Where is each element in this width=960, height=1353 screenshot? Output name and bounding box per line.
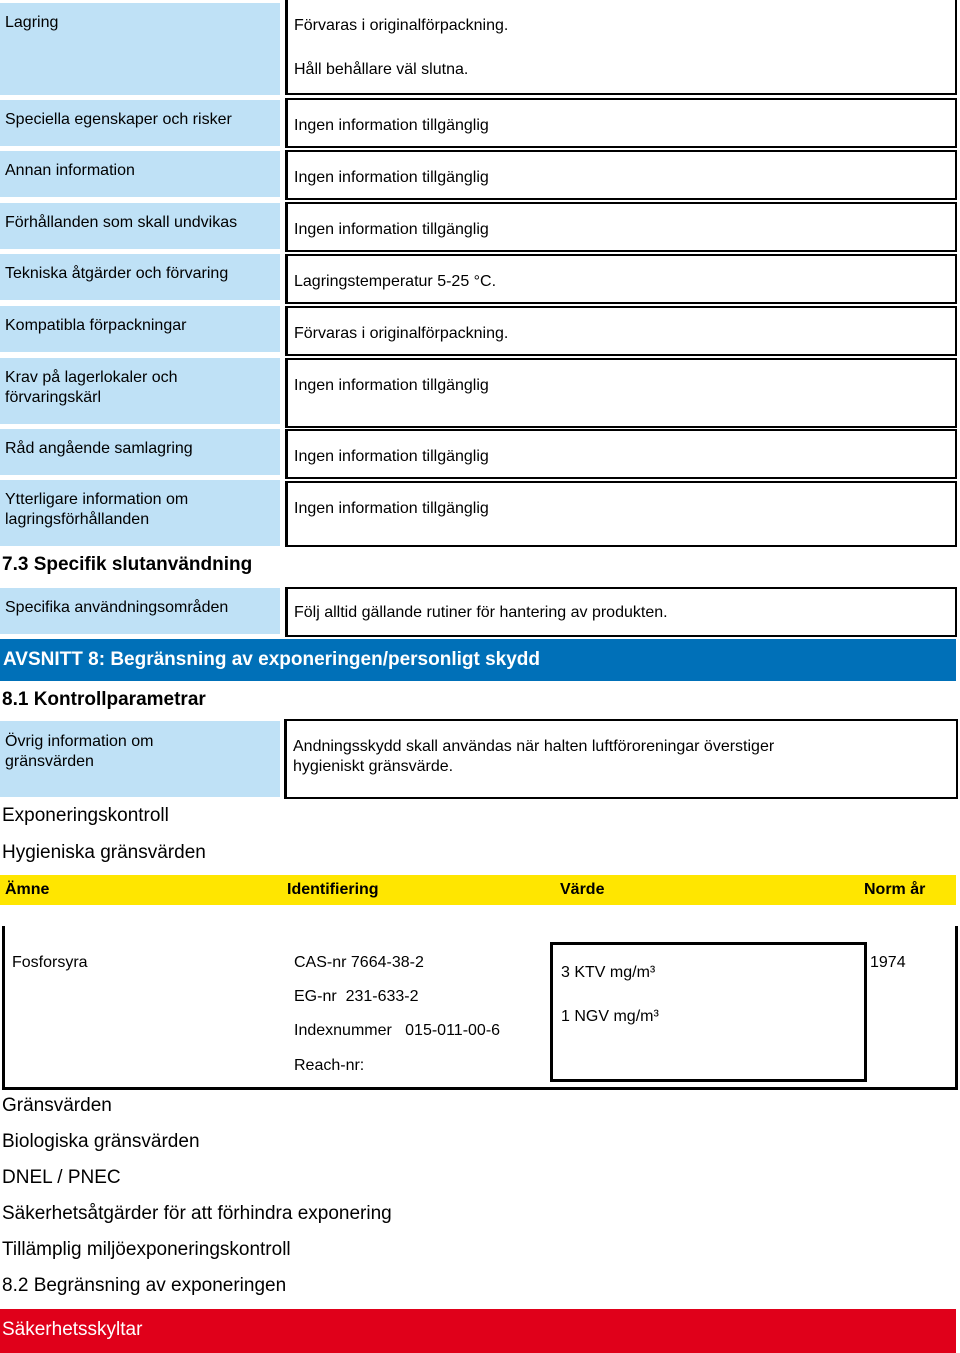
header-identifiering: Identifiering <box>287 881 379 898</box>
label-text: Ytterligare information om lagringsförhållanden <box>5 491 189 528</box>
cell-substance: Fosforsyra <box>12 954 88 971</box>
table-right-border <box>955 926 958 1090</box>
label-specifika-anvandningsomraden <box>0 588 280 634</box>
heading-8-2: 8.2 Begränsning av exponeringen <box>2 1275 287 1296</box>
value-line: Följ alltid gällande rutiner för hantering av produkten. <box>294 604 668 621</box>
label-text: Specifika användningsområden <box>5 599 229 616</box>
label-text: Förhållanden som skall undvikas <box>5 214 238 231</box>
value-line: Ingen information tillgänglig <box>294 448 489 465</box>
value-line: Förvaras i originalförpackning. <box>294 325 509 342</box>
section-8-title: AVSNITT 8: Begränsning av exponeringen/personligt skydd <box>3 649 541 670</box>
value-line: Håll behållare väl slutna. <box>294 61 469 78</box>
label-text: Råd angående samlagring <box>5 440 193 457</box>
cell-value-ngv: 1 NGV mg/m³ <box>561 1008 659 1025</box>
heading-miljoexponeringskontroll: Tillämplig miljöexponeringskontroll <box>2 1239 291 1260</box>
header-varde: Värde <box>560 881 605 898</box>
cell-cas: CAS-nr 7664-38-2 <box>294 954 424 971</box>
label-annan-information <box>0 151 280 197</box>
value-line: Ingen information tillgänglig <box>294 500 489 517</box>
header-amne: Ämne <box>5 881 50 898</box>
heading-gransvarden: Gränsvärden <box>2 1095 112 1116</box>
value-ytterligare-information <box>285 481 957 547</box>
label-text: Speciella egenskaper och risker <box>5 111 232 128</box>
heading-7-3: 7.3 Specifik slutanvändning <box>2 554 253 575</box>
heading-hygieniska-gransvarden: Hygieniska gränsvärden <box>2 842 206 863</box>
table-bottom-border <box>2 1087 958 1090</box>
label-text: Övrig information om gränsvärden <box>5 733 154 770</box>
value-specifika-anvandningsomraden <box>285 587 957 637</box>
value-line: Ingen information tillgänglig <box>294 221 489 238</box>
heading-biologiska-gransvarden: Biologiska gränsvärden <box>2 1131 200 1152</box>
value-line: Ingen information tillgänglig <box>294 377 489 394</box>
value-line: Andningsskydd skall användas när halten luftföroreningar överstiger hygieniskt gränsvärde. <box>293 738 775 775</box>
value-line: Ingen information tillgänglig <box>294 117 489 134</box>
sakerhetsskyltar-title: Säkerhetsskyltar <box>2 1319 143 1340</box>
value-tekniska-atgarder <box>285 254 957 304</box>
label-text: Lagring <box>5 14 59 31</box>
section-8-title-bar <box>0 639 956 681</box>
cell-eg: EG-nr 231-633-2 <box>294 988 419 1005</box>
label-tekniska-atgarder <box>0 254 280 300</box>
label-rad-samlagring <box>0 429 280 475</box>
label-text: Kompatibla förpackningar <box>5 317 187 334</box>
header-norm-ar: Norm år <box>864 881 926 898</box>
label-text: Tekniska åtgärder och förvaring <box>5 265 229 282</box>
value-annan-information <box>285 150 957 200</box>
value-rad-samlagring <box>285 429 957 479</box>
label-ytterligare-information <box>0 480 220 546</box>
value-speciella-egenskaper <box>285 98 957 148</box>
value-line: Ingen information tillgänglig <box>294 169 489 186</box>
label-krav-lagerlokaler <box>0 358 200 424</box>
label-lagring <box>0 3 280 95</box>
label-kompatibla-forpackningar <box>0 306 280 352</box>
sakerhetsskyltar-bar <box>0 1309 956 1353</box>
table-left-border <box>2 926 5 1090</box>
value-line: Förvaras i originalförpackning. <box>294 17 509 34</box>
value-kompatibla-forpackningar <box>285 306 957 356</box>
cell-reach: Reach-nr: <box>294 1057 365 1074</box>
label-text: Krav på lagerlokaler och förvaringskärl <box>5 369 178 406</box>
label-text: Annan information <box>5 162 135 179</box>
cell-index: Indexnummer 015-011-00-6 <box>294 1022 501 1039</box>
heading-exponeringskontroll: Exponeringskontroll <box>2 805 169 826</box>
value-forhallanden <box>285 202 957 252</box>
heading-dnel-pnec: DNEL / PNEC <box>2 1167 121 1188</box>
heading-sakerhetsatgarder: Säkerhetsåtgärder för att förhindra exponering <box>2 1203 392 1224</box>
value-box <box>550 942 867 1082</box>
label-speciella-egenskaper <box>0 100 280 146</box>
label-ovrig-information <box>0 721 200 797</box>
value-lagring <box>285 0 957 95</box>
value-krav-lagerlokaler <box>285 358 957 428</box>
table-header-bar <box>0 875 956 905</box>
label-forhallanden <box>0 203 280 249</box>
heading-8-1: 8.1 Kontrollparametrar <box>2 689 206 710</box>
cell-value-ktv: 3 KTV mg/m³ <box>561 964 656 981</box>
value-ovrig-information <box>284 719 958 799</box>
value-line: Lagringstemperatur 5-25 °C. <box>294 273 497 290</box>
cell-year: 1974 <box>870 954 906 971</box>
